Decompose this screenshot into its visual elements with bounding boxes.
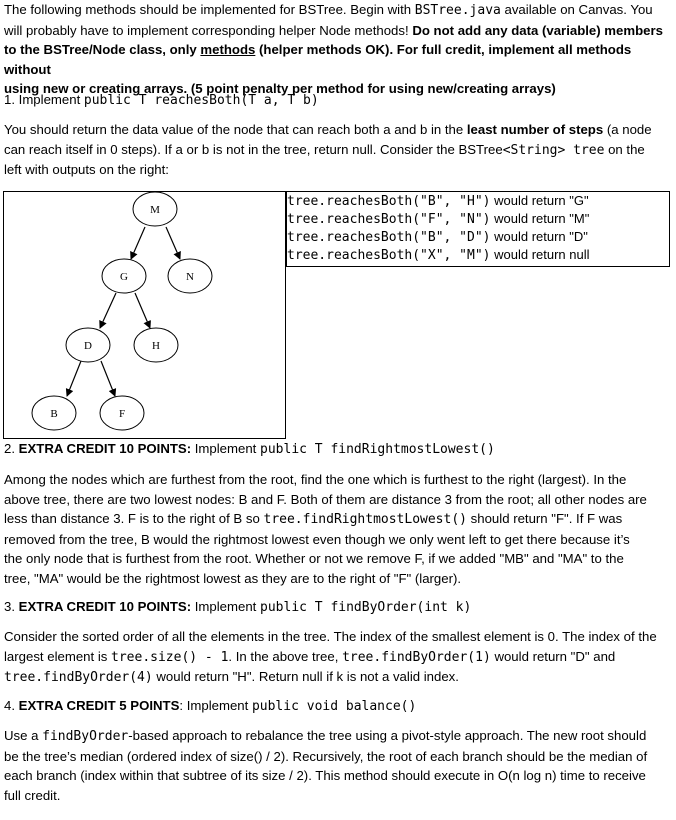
tree-node-label: F — [118, 408, 126, 420]
q4-prefix: 4. — [4, 698, 19, 713]
q3-code: tree.findByOrder(1) — [342, 649, 491, 665]
intro-bold-warning: using new or creating arrays. (5 point penalty per method for using new/creating arrays) — [4, 81, 556, 97]
q3-text: largest element is — [4, 648, 112, 664]
tree-node-label: N — [186, 271, 194, 283]
q1-prefix: 1. Implement — [4, 92, 84, 107]
q2-text: should return "F". If F was — [467, 511, 623, 527]
example-call-row — [287, 192, 669, 210]
q2-line: removed from the tree, B would the rightmost lowest even though we only went left to get there because it’s — [4, 531, 630, 547]
q4-text: : Implement — [179, 698, 252, 713]
q4-line: be the tree’s median (ordered index of size() / 2). Recursively, the root of each branch should be the median of — [4, 748, 648, 764]
q1-heading — [4, 90, 672, 111]
q1-text: (a node — [603, 122, 652, 137]
intro-text: The following methods should be implemented for BSTree. Begin with — [4, 2, 415, 17]
q2-line: above tree, there are two lowest nodes: B and F. Both of them are distance 3 from the root; all other nodes are — [4, 491, 647, 507]
q1-text: You should return the data value of the node that can reach both a and b in the — [4, 122, 467, 137]
q1-text: can reach itself in 0 steps). If a or b is not in the tree, return null. Consider the BSTree — [4, 141, 503, 157]
intro-paragraph — [4, 0, 672, 99]
edge-d-f — [101, 361, 115, 396]
example-call-result: would return "G" — [490, 193, 589, 208]
q3-extra-credit-label: EXTRA CREDIT 10 POINTS: — [18, 599, 192, 614]
q3-heading — [4, 597, 672, 618]
q1-code: <String> tree — [502, 142, 605, 158]
q4-heading — [4, 696, 672, 717]
tree-node — [102, 259, 146, 293]
intro-text: available on Canvas. You — [500, 2, 653, 17]
intro-filename: BSTree.java — [414, 3, 501, 18]
q3-prefix: 3. — [4, 599, 19, 614]
tree-node — [66, 328, 110, 362]
q1-text: left with outputs on the right: — [4, 162, 169, 178]
q1-signature: public T reachesBoth(T a, T b) — [83, 93, 319, 108]
q4-text: -based approach to rebalance the tree using a pivot-style approach. The new root should — [128, 728, 647, 743]
q4-signature: public void balance() — [251, 699, 417, 714]
q2-line: tree, "MA" would be the rightmost lowest as they are to the right of "F" (larger). — [4, 570, 462, 586]
edge-m-n — [166, 227, 180, 259]
example-call-code: tree.reachesBoth("X", "M") — [287, 248, 491, 263]
q3-text: would return "H". Return null if k is not a valid index. — [152, 669, 459, 685]
example-call-code: tree.reachesBoth("F", "N") — [287, 212, 491, 227]
edge-d-b — [67, 361, 81, 396]
example-call-row — [287, 246, 669, 264]
tree-diagram — [3, 191, 286, 439]
q3-code: tree.findByOrder(4) — [4, 670, 153, 686]
q2-heading — [4, 439, 672, 460]
q4-line: each branch (index within that subtree of its size / 2). This method should execute in O(n log n) time to receive — [4, 768, 646, 784]
example-call-code: tree.reachesBoth("B", "H") — [287, 194, 491, 209]
q2-signature: public T findRightmostLowest() — [260, 442, 495, 457]
q2-line: Among the nodes which are furthest from the root, find the one which is furthest to the right (largest). In the — [4, 472, 627, 487]
q2-prefix: 2. — [4, 441, 19, 456]
example-call-result: would return "M" — [490, 211, 590, 226]
q3-signature: public T findByOrder(int k) — [260, 600, 472, 615]
intro-underlined-word: methods — [200, 42, 256, 58]
q3-text: . In the above tree, — [228, 648, 343, 664]
q3-text: would return "D" and — [490, 648, 616, 664]
q2-text: Implement — [191, 441, 261, 456]
example-call-result: would return null — [490, 247, 590, 262]
edge-g-d — [100, 293, 116, 328]
q3-line: Consider the sorted order of all the elements in the tree. The index of the smallest element is 0. The index of the — [4, 629, 657, 644]
example-call-row — [287, 228, 669, 246]
q4-text: Use a — [4, 728, 43, 743]
tree-node — [134, 328, 178, 362]
q2-description — [4, 470, 672, 589]
q4-code: findByOrder — [42, 729, 129, 744]
edge-m-g — [131, 227, 145, 259]
tree-node-label: M — [150, 204, 160, 216]
tree-node-label: H — [152, 340, 160, 352]
q1-bold-text: least number of steps — [466, 122, 604, 137]
q1-text: on the — [604, 141, 645, 157]
q2-extra-credit-label: EXTRA CREDIT 10 POINTS: — [18, 441, 192, 456]
tree-node — [133, 192, 177, 226]
tree-node — [32, 396, 76, 430]
q2-line: the only node that is furthest from the root. Whether or not we remove F, if we added "MB" and "MA" to the — [4, 551, 624, 567]
example-call-code: tree.reachesBoth("B", "D") — [287, 230, 491, 245]
intro-bold-warning: Do not add any data (variable) members — [412, 22, 663, 38]
q4-description — [4, 726, 672, 805]
q3-description — [4, 627, 672, 688]
tree-node-label: D — [84, 340, 92, 352]
q2-text: less than distance 3. F is to the right of B so — [4, 511, 264, 527]
tree-svg — [4, 192, 285, 438]
tree-node — [168, 259, 212, 293]
intro-bold-warning: to the BSTree/Node class, only — [4, 42, 201, 58]
intro-bold-warning: (helper methods OK). For full credit, implement all methods without — [4, 42, 632, 77]
example-calls-box — [286, 191, 670, 267]
q1-description — [4, 120, 672, 180]
edge-g-h — [135, 293, 150, 328]
q3-text: Implement — [191, 599, 261, 614]
q4-extra-credit-label: EXTRA CREDIT 5 POINTS — [18, 698, 180, 713]
tree-node-label: G — [120, 271, 128, 283]
q2-code: tree.findRightmostLowest() — [263, 512, 467, 528]
tree-node-label: B — [50, 408, 58, 420]
example-call-row — [287, 210, 669, 228]
q4-line: full credit. — [4, 787, 61, 803]
intro-text: will probably have to implement corresponding helper Node methods! — [4, 22, 413, 38]
example-call-result: would return "D" — [490, 229, 588, 244]
q3-code: tree.size() - 1 — [111, 649, 229, 665]
tree-node — [100, 396, 144, 430]
